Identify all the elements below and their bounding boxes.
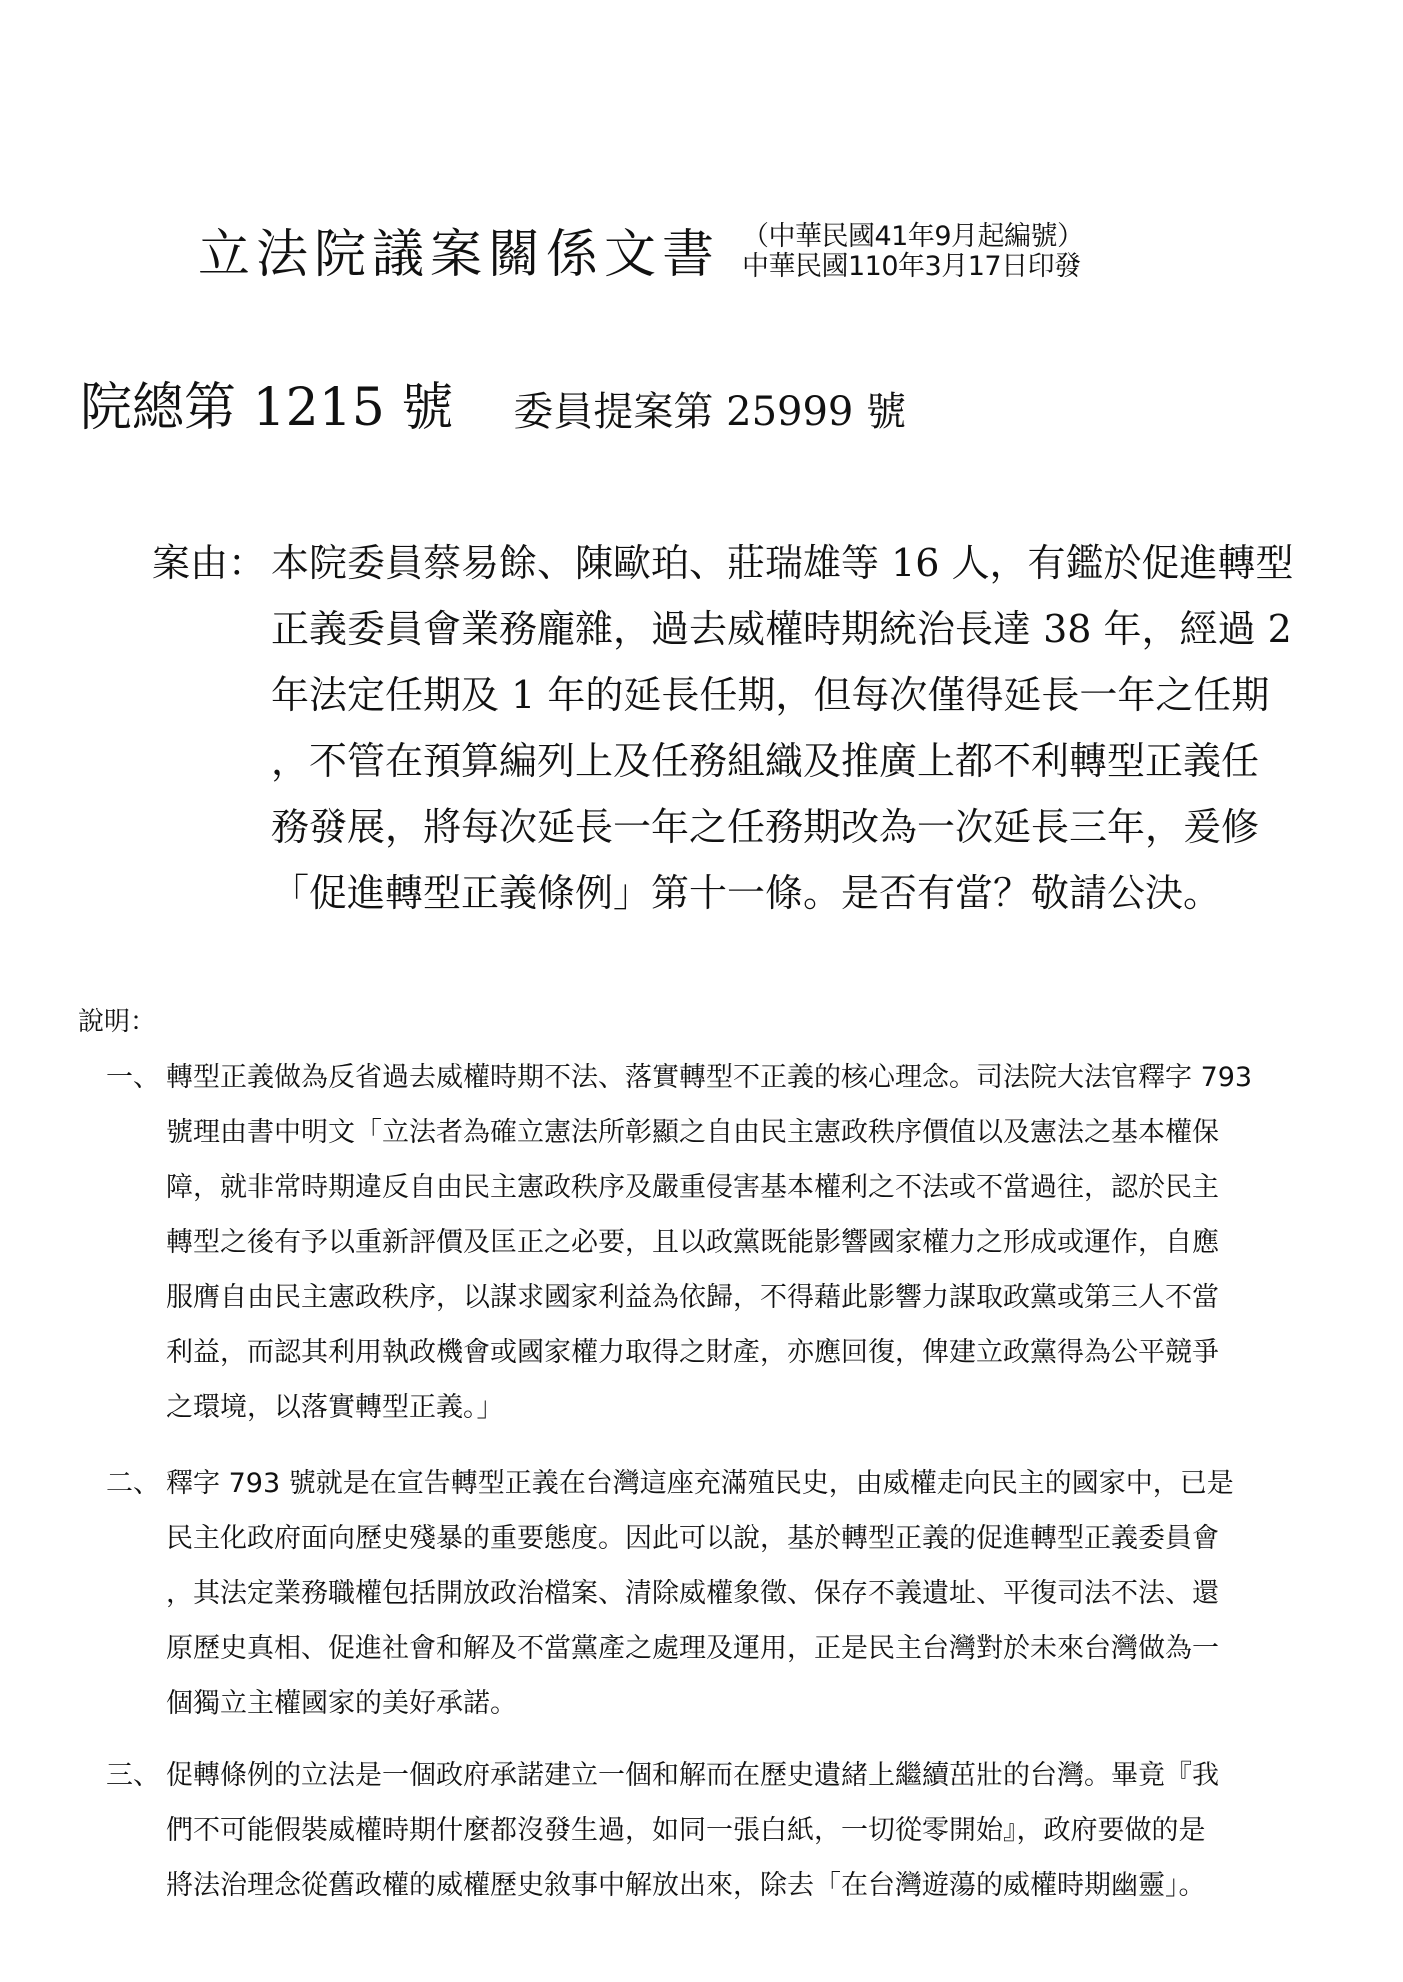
item-label: 二、 bbox=[106, 1468, 160, 1499]
item-line: 轉型正義做為反省過去威權時期不法、落實轉型不正義的核心理念。司法院大法官釋字 793 bbox=[166, 1062, 1253, 1093]
document-title: 立法院議案關係文書 bbox=[198, 225, 721, 285]
document-issue-note bbox=[742, 222, 1084, 282]
item-label: 三、 bbox=[106, 1760, 160, 1791]
item-text bbox=[166, 1456, 1346, 1731]
item-line: 釋字 793 號就是在宣告轉型正義在台灣這座充滿殖民史，由威權走向民主的國家中，已是 bbox=[166, 1468, 1234, 1499]
subject-text bbox=[271, 530, 1351, 926]
item-line: 民主化政府面向歷史殘暴的重要態度。因此可以說，基於轉型正義的促進轉型正義委員會 bbox=[166, 1523, 1219, 1554]
item-line: 們不可能假裝威權時期什麼都沒發生過，如同一張白紙，一切從零開始』，政府要做的是 bbox=[166, 1815, 1206, 1846]
document-numbers bbox=[80, 378, 906, 442]
item-line: 服膺自由民主憲政秩序，以謀求國家利益為依歸，不得藉此影響力謀取政黨或第三人不當 bbox=[166, 1282, 1219, 1313]
subject-line: 「促進轉型正義條例」第十一條。是否有當？敬請公決。 bbox=[271, 871, 1222, 915]
item-line: 促轉條例的立法是一個政府承諾建立一個和解而在歷史遺緒上繼續茁壯的台灣。畢竟『我 bbox=[166, 1760, 1219, 1791]
subject-line: 務發展，將每次延長一年之任務期改為一次延長三年，爰修 bbox=[271, 805, 1260, 849]
item-line: 之環境，以落實轉型正義。」 bbox=[166, 1392, 504, 1423]
subject-line: 正義委員會業務龐雜，過去威權時期統治長達 38 年，經過 2 bbox=[271, 607, 1292, 651]
item-line: 原歷史真相、促進社會和解及不當黨產之處理及運用，正是民主台灣對於未來台灣做為一 bbox=[166, 1633, 1219, 1664]
item-text bbox=[166, 1050, 1346, 1435]
subject-line: 本院委員蔡易餘、陳歐珀、莊瑞雄等 16 人，有鑑於促進轉型 bbox=[271, 541, 1294, 585]
issue-date: 中華民國110年3月17日印發 bbox=[742, 251, 1081, 282]
general-number: 院總第 1215 號 bbox=[80, 378, 454, 438]
item-line: 轉型之後有予以重新評價及匡正之必要，且以政黨既能影響國家權力之形成或運作，自應 bbox=[166, 1227, 1219, 1258]
subject-line: 年法定任期及 1 年的延長任期，但每次僅得延長一年之任期 bbox=[271, 673, 1270, 717]
item-line: 將法治理念從舊政權的威權歷史敘事中解放出來，除去「在台灣遊蕩的威權時期幽靈」。 bbox=[166, 1870, 1206, 1901]
item-line: ，其法定業務職權包括開放政治檔案、清除威權象徵、保存不義遺址、平復司法不法、還 bbox=[166, 1578, 1219, 1609]
explanation-title: 說明： bbox=[78, 1007, 157, 1037]
item-line: 利益，而認其利用執政機會或國家權力取得之財產，亦應回復，俾建立政黨得為公平競爭 bbox=[166, 1337, 1219, 1368]
numbering-note: （中華民國41年9月起編號） bbox=[742, 221, 1084, 252]
proposal-number: 委員提案第 25999 號 bbox=[513, 389, 907, 435]
item-line: 障，就非常時期違反自由民主憲政秩序及嚴重侵害基本權利之不法或不當過往，認於民主 bbox=[166, 1172, 1219, 1203]
item-text bbox=[166, 1748, 1346, 1913]
subject-line: ，不管在預算編列上及任務組織及推廣上都不利轉型正義任 bbox=[271, 739, 1260, 783]
item-label: 一、 bbox=[106, 1062, 160, 1093]
subject-label: 案由： bbox=[152, 541, 267, 585]
item-line: 號理由書中明文「立法者為確立憲法所彰顯之自由民主憲政秩序價值以及憲法之基本權保 bbox=[166, 1117, 1219, 1148]
item-line: 個獨立主權國家的美好承諾。 bbox=[166, 1688, 517, 1719]
